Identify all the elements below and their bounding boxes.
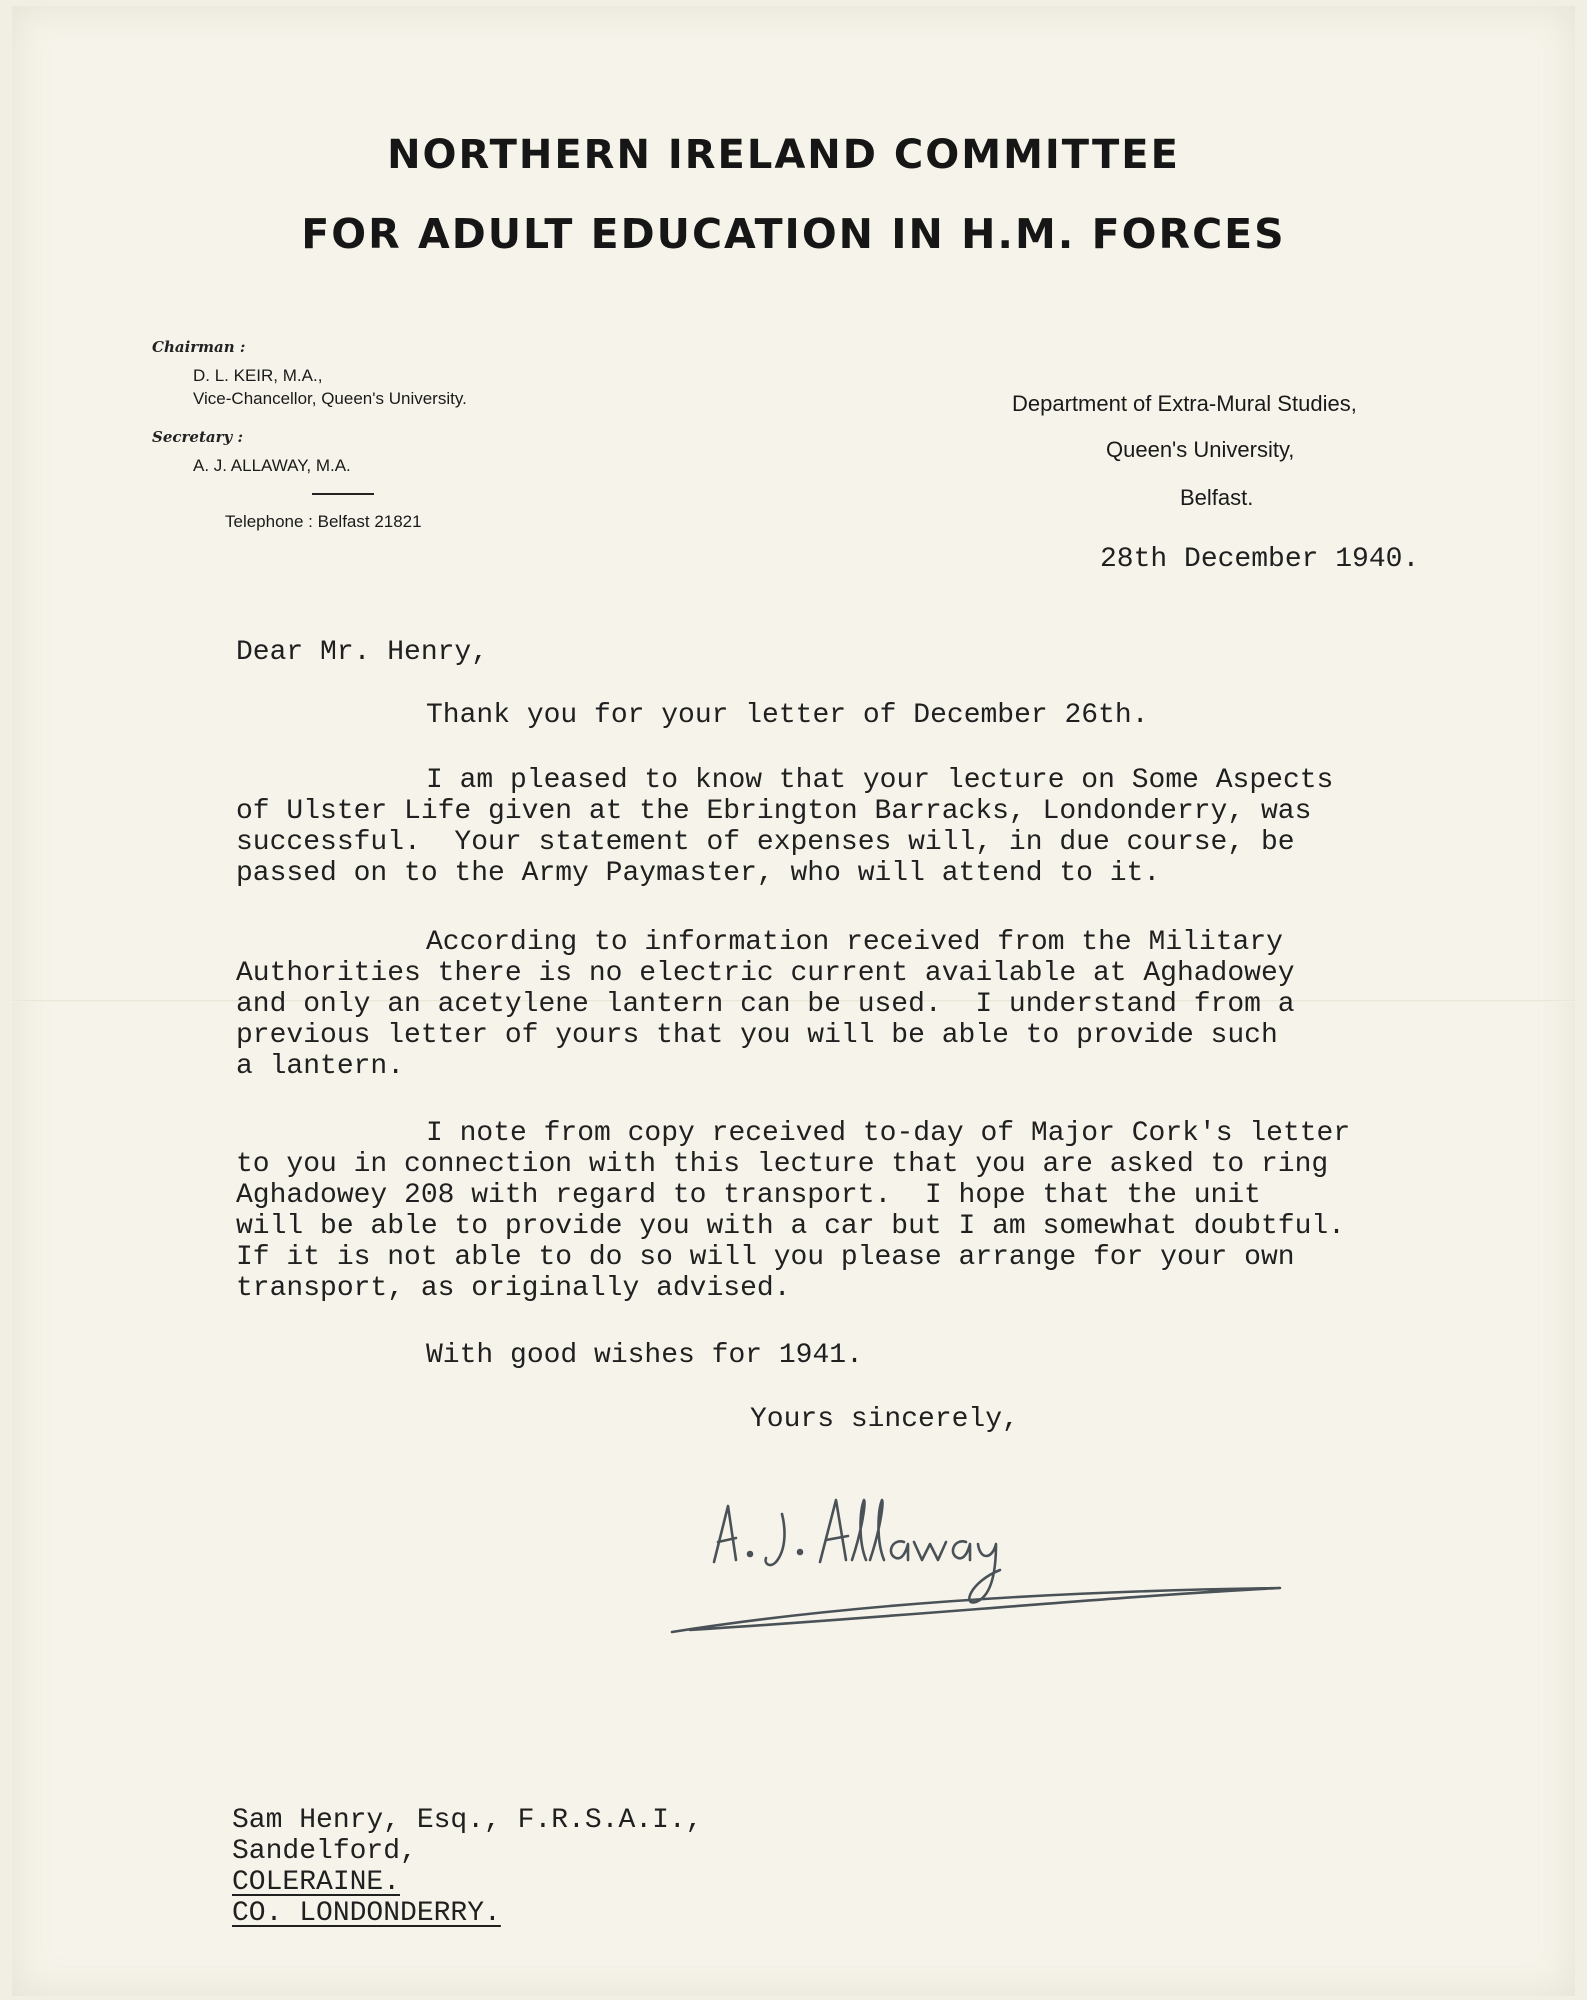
body-p1-line1: Thank you for your letter of December 26th. — [426, 700, 1149, 731]
handwritten-signature — [670, 1470, 1290, 1640]
recipient-line4: CO. LONDONDERRY. — [232, 1898, 501, 1929]
header-divider — [312, 493, 374, 495]
body-p4-line4: will be able to provide you with a car but I am somewhat doubtful. — [236, 1211, 1345, 1242]
body-p3-line1: According to information received from the Military — [426, 927, 1283, 958]
body-p3-line2: Authorities there is no electric current available at Aghadowey — [236, 958, 1295, 989]
chairman-name: D. L. KEIR, M.A., — [193, 366, 323, 385]
body-p3-line3: and only an acetylene lantern can be used. I understand from a — [236, 989, 1295, 1020]
salutation: Dear Mr. Henry, — [236, 637, 489, 668]
body-p2-line2: of Ulster Life given at the Ebrington Barracks, Londonderry, was — [236, 796, 1312, 827]
recipient-line3: COLERAINE. — [232, 1867, 401, 1898]
body-p3-line4: previous letter of yours that you will be able to provide such — [236, 1020, 1278, 1051]
address-line2: Queen's University, — [1106, 437, 1295, 462]
chairman-label: Chairman : — [152, 338, 246, 356]
body-p4-line3: Aghadowey 208 with regard to transport. I hope that the unit — [236, 1180, 1261, 1211]
chairman-role: Vice-Chancellor, Queen's University. — [193, 389, 467, 408]
letterhead-title-line1: NORTHERN IRELAND COMMITTEE — [387, 132, 1180, 178]
recipient-line2: Sandelford, — [232, 1836, 417, 1867]
address-line1: Department of Extra-Mural Studies, — [1012, 391, 1357, 416]
body-p2-line1: I am pleased to know that your lecture on Some Aspects — [426, 765, 1334, 796]
letter-date: 28th December 1940. — [1100, 544, 1420, 575]
closing: Yours sincerely, — [750, 1404, 1019, 1435]
body-p3-line5: a lantern. — [236, 1051, 405, 1082]
secretary-name: A. J. ALLAWAY, M.A. — [193, 456, 351, 475]
telephone: Telephone : Belfast 21821 — [225, 512, 422, 531]
body-p4-line2: to you in connection with this lecture that you are asked to ring — [236, 1149, 1329, 1180]
body-p4-line1: I note from copy received to-day of Major Cork's letter — [426, 1118, 1351, 1149]
recipient-line1: Sam Henry, Esq., F.R.S.A.I., — [232, 1805, 703, 1836]
body-p4-line6: transport, as originally advised. — [236, 1273, 791, 1304]
body-p5-line1: With good wishes for 1941. — [426, 1340, 863, 1371]
address-line3: Belfast. — [1180, 485, 1254, 510]
letterhead-title-line2: FOR ADULT EDUCATION IN H.M. FORCES — [301, 210, 1286, 258]
body-p4-line5: If it is not able to do so will you please arrange for your own — [236, 1242, 1295, 1273]
body-p2-line4: passed on to the Army Paymaster, who will attend to it. — [236, 858, 1161, 889]
body-p2-line3: successful. Your statement of expenses will, in due course, be — [236, 827, 1295, 858]
secretary-label: Secretary : — [152, 428, 243, 446]
